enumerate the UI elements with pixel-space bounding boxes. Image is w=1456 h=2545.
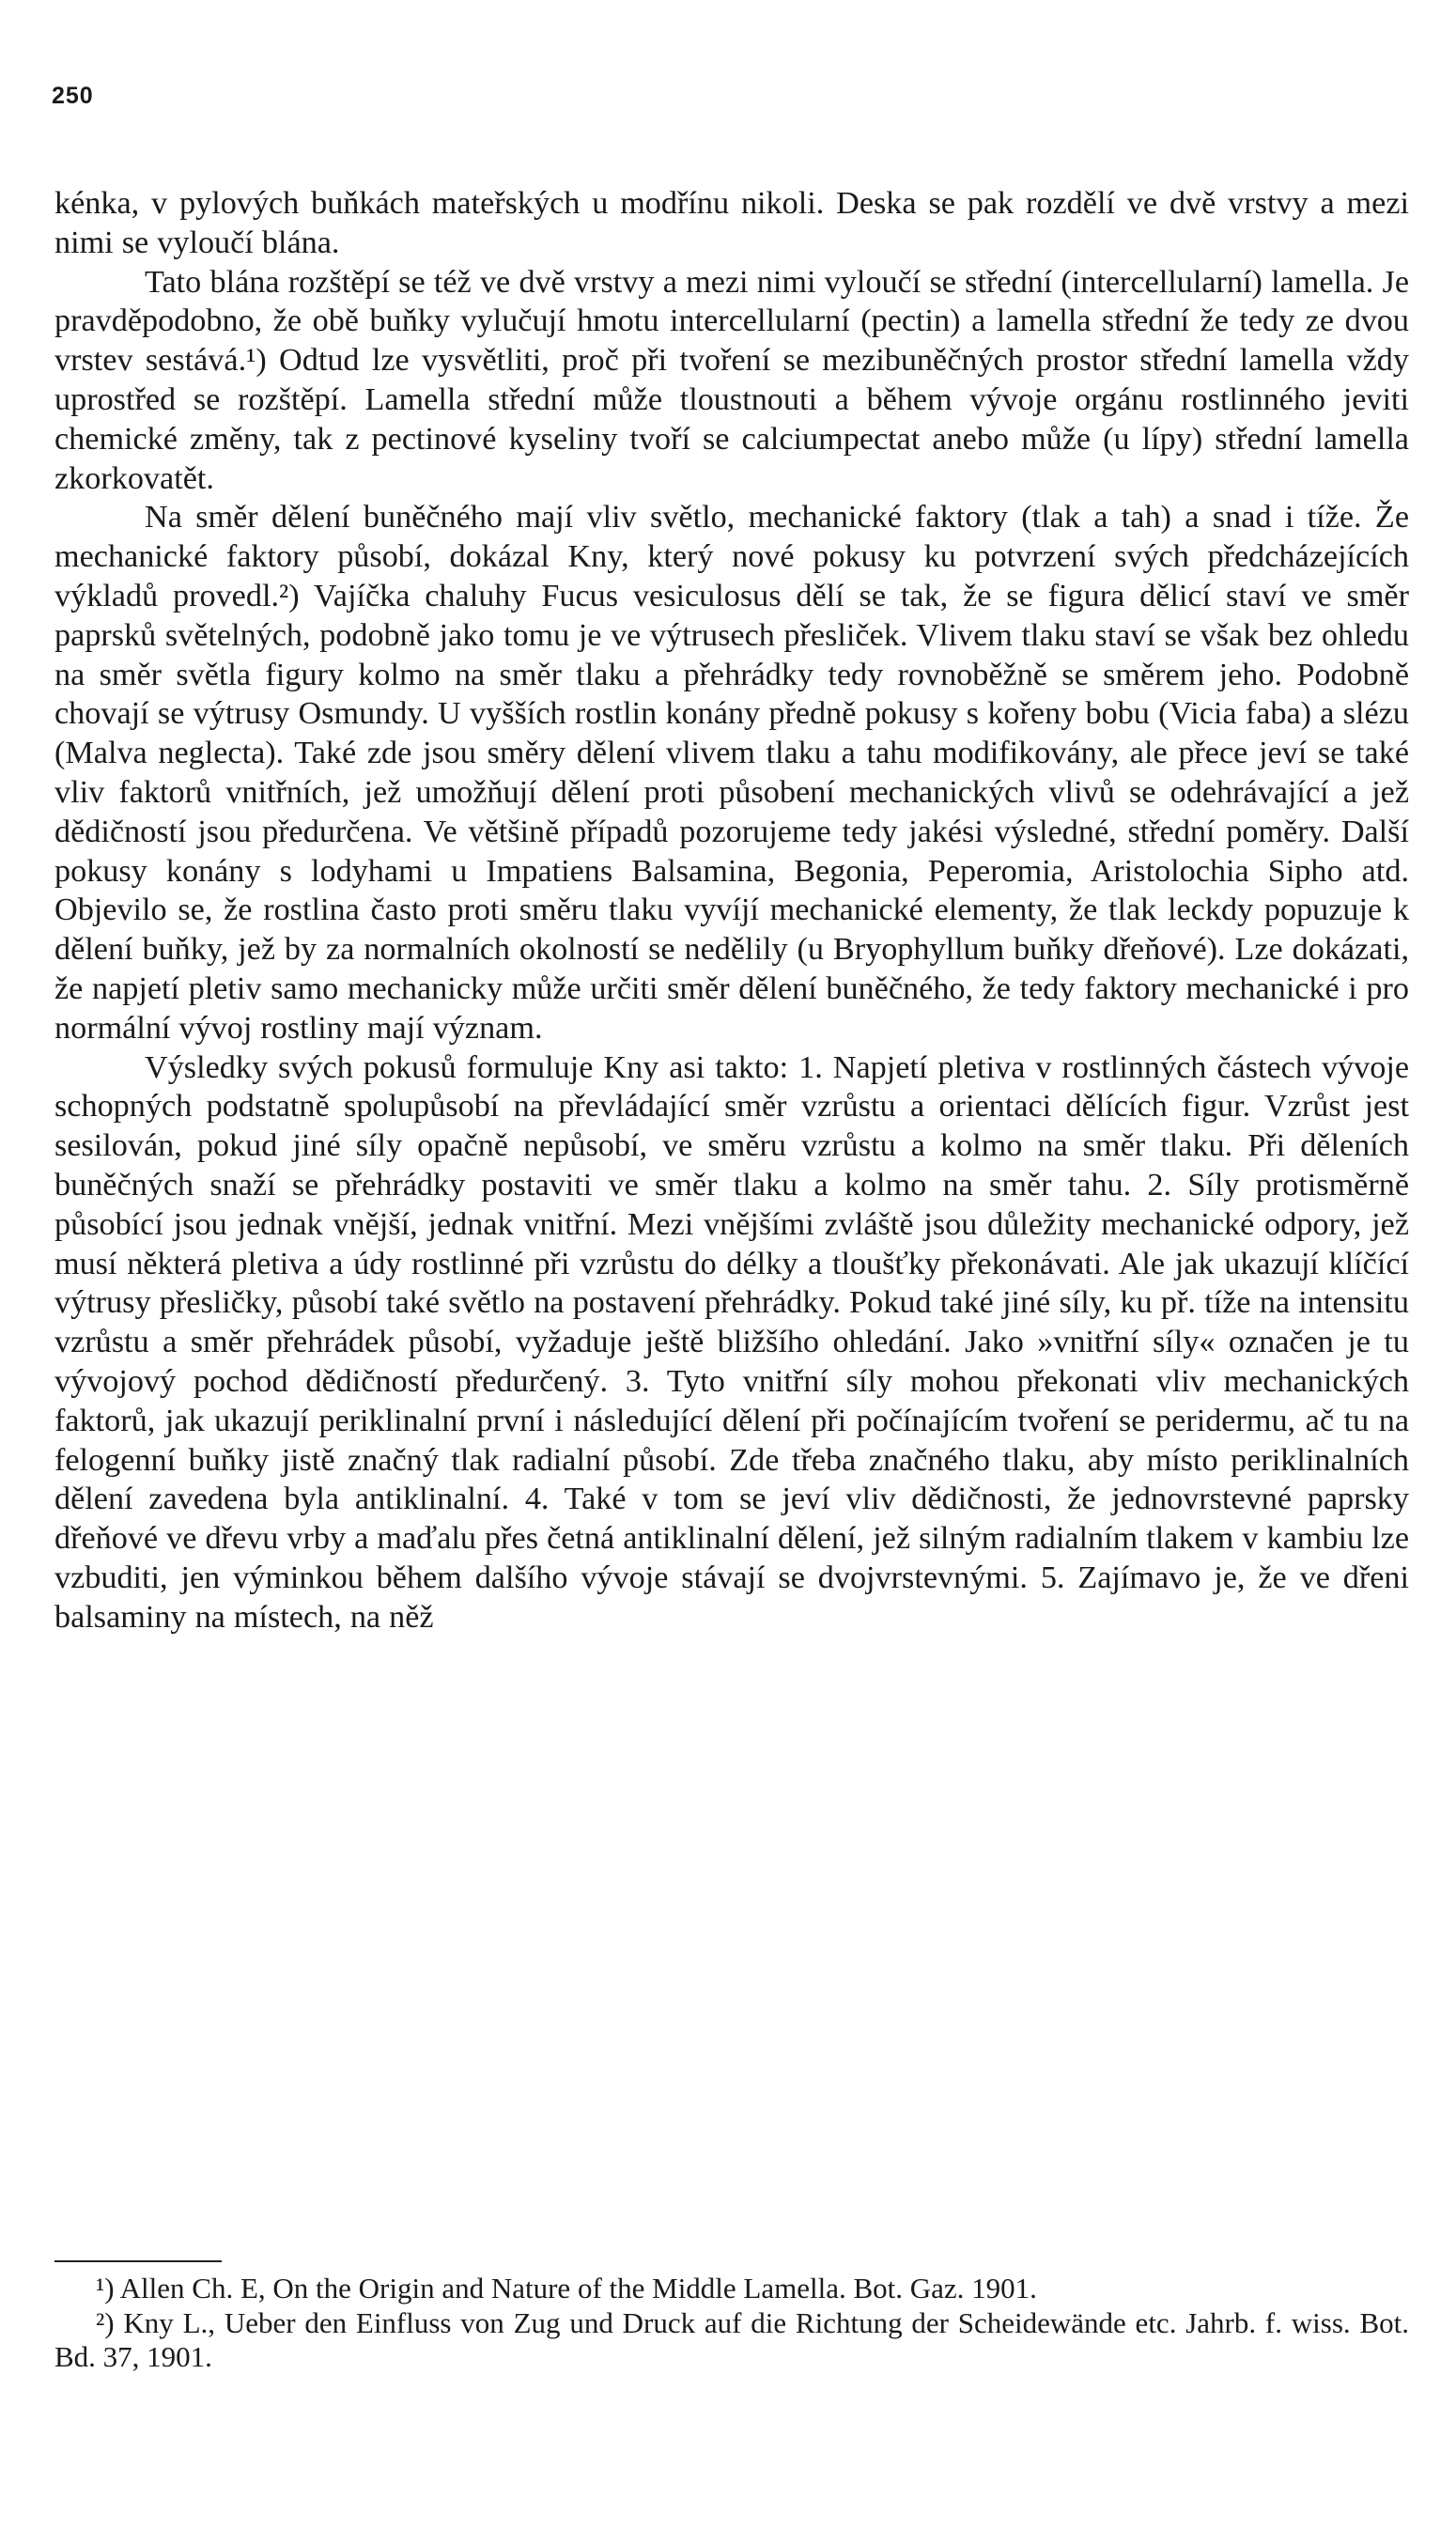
paragraph-2: Tato blána rozštěpí se též ve dvě vrstvy a mezi nimi vyloučí se střední (intercellularní) lamella. Je pravděpodobno, že obě buňky vylučují hmotu intercellularní (pectin) a lamella střední že tedy ze dvou vrstev sestává.¹) Odtud lze vysvětliti, proč při tvoření se mezibuněčných prostor střední lamella vždy uprostřed se rozštěpí. Lamella střední může tloustnouti a během vývoje orgánu rostlinného jeviti chemické změny, tak z pectinové kyseliny tvoří se calciumpectat anebo může (u lípy) střední lamella zkorkovatět. [54,264,1409,496]
paragraph-4: Výsledky svých pokusů formuluje Kny asi takto: 1. Napjetí pletiva v rostlinných částech vývoje schopných podstatně spolupůsobí na převládající směr vzrůstu a orientaci dělících figur. Vzrůst jest sesilován, pokud jiné síly opačně nepůsobí, ve směru vzrůstu a kolmo na směr tlaku. Při děleních buněčných snaží se přehrádky postaviti ve směr tlaku a kolmo na směr tahu. 2. Síly protisměrně působící jsou jednak vnější, jednak vnitřní. Mezi vnějšími zvláště jsou důležity mechanické odpory, jež musí některá pletiva a údy rostlinné při vzrůstu do délky a tloušťky překonávati. Ale jak ukazují klíčící výtrusy přesličky, působí také světlo na postavení přehrádky. Pokud také jiné síly, ku př. tíže na intensitu vzrůstu a směr přehrádek působí, vyžaduje ještě bližšího ohledání. Jako »vnitřní síly« označen je tu vývojový pochod dědičností předurčený. 3. Tyto vnitřní síly mohou překonati vliv mechanických faktorů, jak ukazují periklinalní první i následující dělení při počínajícím tvoření se peridermu, ač tu na felogenní buňky jistě značný tlak radialní působí. Zde třeba značného tlaku, aby místo periklinalních dělení zavedena byla antiklinalní. 4. Také v tom se jeví vliv dědičnosti, že jednovrstevné paprsky dřeňové ve dřevu vrby a maďalu přes četná antiklinalní dělení, jež silným radialním tlakem v kambiu lze vzbuditi, jen výminkou během dalšího vývoje stávají se dvojvrstevnými. 5. Zajímavo je, že ve dřeni balsaminy na místech, na něž [54,1049,1409,1635]
footnote-1: ¹) Allen Ch. E, On the Origin and Nature of the Middle Lamella. Bot. Gaz. 1901. [96,2272,1037,2304]
paragraph-3: Na směr dělení buněčného mají vliv světlo, mechanické faktory (tlak a tah) a snad i tíže. Že mechanické faktory působí, dokázal Kny, který nové pokusy ku potvrzení svých předcházejících výkladů provedl.²) Vajíčka chaluhy Fucus vesiculosus dělí se tak, že se figura dělicí staví ve směr paprsků světelných, podobně jako tomu je ve výtrusech přesliček. Vlivem tlaku staví se však bez ohledu na směr světla figury kolmo na směr tlaku a přehrádky tedy rovnoběžně se směrem jeho. Podobně chovají se výtrusy Osmundy. U vyšších rostlin konány předně pokusy s kořeny bobu (Vicia faba) a slézu (Malva neglecta). Také zde jsou směry dělení vlivem tlaku a tahu modifikovány, ale přece jeví se také vliv faktorů vnitřních, jež umožňují dělení proti působení mechanických vlivů se odehrávající a jež dědičností jsou předurčena. Ve většině případů pozorujeme tedy jakési výsledné, střední poměry. Další pokusy konány s lodyhami u Impatiens Balsamina, Begonia, Peperomia, Aristolochia Sipho atd. Objevilo se, že rostlina často proti směru tlaku vyvíjí mechanické elementy, že tlak leckdy popuzuje k dělení buňky, jež by za normalních okolností se nedělily (u Bryophyllum buňky dřeňové). Lze dokázati, že napjetí pletiv samo mechanicky může určiti směr dělení buněčného, že tedy faktory mechanické i pro normální vývoj rostliny mají význam. [54,500,1409,1046]
body-text [54,184,1409,1637]
footnote-2: ²) Kny L., Ueber den Einfluss von Zug und Druck auf die Richtung der Scheidewände etc. Jahrb. f. wiss. Bot. Bd. 37, 1901. [54,2305,1409,2373]
footnote-separator [54,2260,222,2262]
footnotes [54,2272,1409,2375]
paragraph-1: kénka, v pylových buňkách mateřských u modřínu nikoli. Deska se pak rozdělí ve dvě vrstvy a mezi nimi se vyloučí blána. [54,186,1409,260]
page-number: 250 [52,83,94,109]
